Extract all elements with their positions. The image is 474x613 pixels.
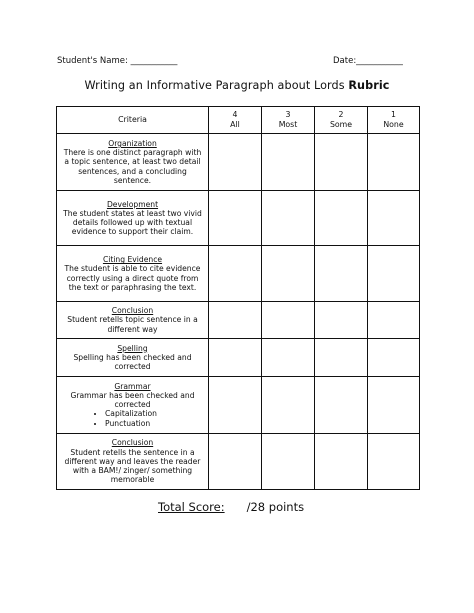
score-cell[interactable] — [315, 339, 368, 377]
score-cell[interactable] — [315, 191, 368, 246]
score-cell[interactable] — [209, 377, 262, 434]
score-cell[interactable] — [209, 191, 262, 246]
score-cell[interactable] — [368, 302, 420, 339]
score-cell[interactable] — [262, 246, 315, 302]
criteria-desc: Grammar has been checked and corrected — [70, 390, 195, 410]
rubric-table — [56, 106, 420, 490]
total-score-value: /28 points — [246, 500, 305, 514]
score-cell[interactable] — [262, 191, 315, 246]
criteria-cell — [57, 302, 209, 339]
score-cell[interactable] — [315, 377, 368, 434]
criteria-desc: Spelling has been checked and corrected — [73, 352, 192, 372]
score-cell[interactable] — [368, 377, 420, 434]
table-row — [57, 377, 420, 434]
score-cell[interactable] — [262, 302, 315, 339]
criteria-title: Conclusion — [111, 438, 154, 448]
score-cell[interactable] — [262, 339, 315, 377]
student-name-line: Student's Name: ___________ — [57, 56, 178, 66]
score-cell[interactable] — [368, 134, 420, 191]
criteria-desc: Student retells topic sentence in a different way — [67, 315, 198, 334]
criteria-title: Development — [106, 199, 159, 209]
table-row — [57, 246, 420, 302]
table-row — [57, 302, 420, 339]
total-score-label: Total Score: — [158, 500, 225, 514]
score-cell[interactable] — [209, 434, 262, 490]
criteria-title: Spelling — [117, 343, 148, 353]
header-criteria: Criteria — [57, 107, 209, 134]
score-cell[interactable] — [368, 339, 420, 377]
list-item: • Punctuation — [105, 419, 204, 429]
score-cell[interactable] — [209, 339, 262, 377]
score-cell[interactable] — [315, 134, 368, 191]
criteria-title: Conclusion — [111, 306, 154, 316]
header-score-3: 3 Most — [262, 107, 315, 134]
criteria-cell — [57, 377, 209, 434]
score-cell[interactable] — [262, 377, 315, 434]
criteria-desc: There is one distinct paragraph with a topic sentence, at least two detail sentences, and a concluding sentence. — [63, 148, 202, 185]
criteria-cell — [57, 246, 209, 302]
score-cell[interactable] — [262, 434, 315, 490]
score-cell[interactable] — [368, 191, 420, 246]
criteria-desc: Student retells the sentence in a different way and leaves the reader with a BAM!/ zinger/ something memorable — [64, 447, 201, 485]
table-row — [57, 339, 420, 377]
rubric-title — [0, 79, 474, 92]
criteria-title: Grammar — [114, 381, 151, 391]
score-cell[interactable] — [368, 246, 420, 302]
score-cell[interactable] — [262, 134, 315, 191]
criteria-title: Organization — [108, 138, 157, 148]
score-cell[interactable] — [315, 302, 368, 339]
header-score-2: 2 Some — [315, 107, 368, 134]
table-row — [57, 434, 420, 490]
score-cell[interactable] — [368, 434, 420, 490]
date-line: Date:___________ — [333, 56, 403, 66]
title-main: Writing an Informative Paragraph about Lords — [84, 79, 345, 92]
header-score-4: 4 All — [209, 107, 262, 134]
list-item: • Capitalization — [105, 409, 204, 419]
criteria-cell — [57, 134, 209, 191]
criteria-cell — [57, 434, 209, 490]
criteria-list — [61, 409, 204, 428]
criteria-cell — [57, 339, 209, 377]
score-cell[interactable] — [315, 434, 368, 490]
title-bold: Rubric — [348, 79, 390, 92]
score-cell[interactable] — [209, 302, 262, 339]
header-score-1: 1 None — [368, 107, 420, 134]
score-cell[interactable] — [209, 246, 262, 302]
score-cell[interactable] — [209, 134, 262, 191]
table-header-row — [57, 107, 420, 134]
score-cell[interactable] — [315, 246, 368, 302]
criteria-title: Citing Evidence — [102, 255, 163, 265]
table-row — [57, 134, 420, 191]
table-row — [57, 191, 420, 246]
criteria-cell — [57, 191, 209, 246]
criteria-desc: The student is able to cite evidence correctly using a direct quote from the text or paraphrasing the text. — [64, 264, 201, 292]
total-score — [158, 500, 304, 514]
criteria-desc: The student states at least two vivid details followed up with textual evidence to support their claim. — [63, 208, 202, 237]
